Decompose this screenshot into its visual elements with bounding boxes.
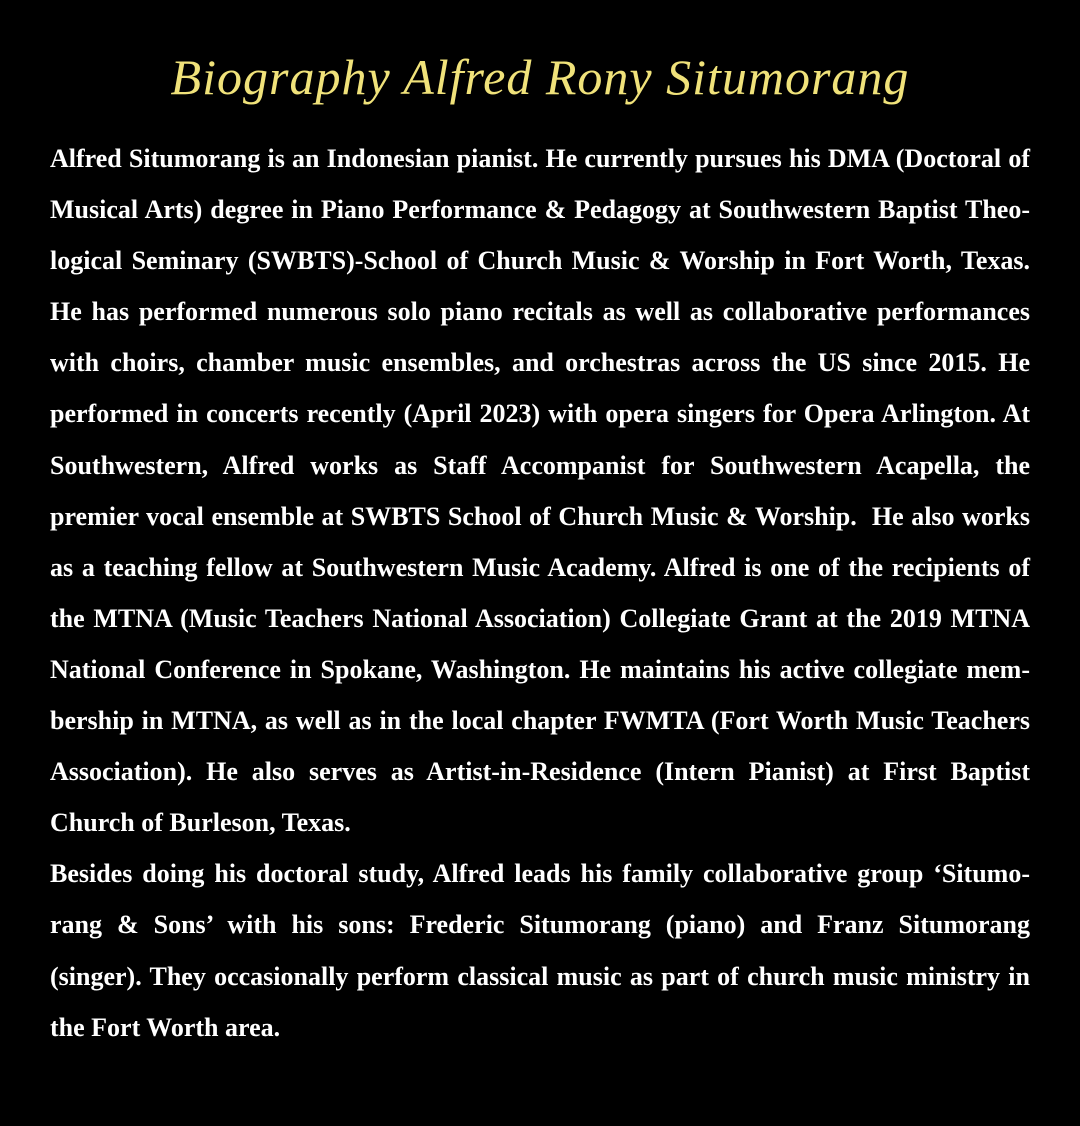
bio-line: (singer). They occasionally perform classical music as part of church music ministry in [50,961,1030,991]
bio-line: Besides doing his doctoral study, Alfred leads his family collaborative group ‘Situmo- [50,859,1030,889]
bio-line: logical Seminary (SWBTS)-School of Church Music & Worship in Fort Worth, Texas. [50,246,1030,276]
bio-line: Association). He also serves as Artist-in-Residence (Intern Pianist) at First Baptist [50,757,1030,787]
bio-line: the Fort Worth area. [50,1012,281,1042]
biography-text [50,133,1030,1053]
bio-line: performed in concerts recently (April 2023) with opera singers for Opera Arlington. At [50,399,1030,429]
bio-line: National Conference in Spokane, Washington. He maintains his active collegiate mem- [50,654,1030,684]
bio-line: Southwestern, Alfred works as Staff Accompanist for Southwestern Acapella, the [50,450,1030,480]
biography-card [0,46,1080,1126]
paragraph [50,133,1030,286]
bio-line: the MTNA (Music Teachers National Association) Collegiate Grant at the 2019 MTNA [50,603,1030,633]
bio-line: with choirs, chamber music ensembles, and orchestras across the US since 2015. He [50,348,1030,378]
bio-line: Alfred Situmorang is an Indonesian pianist. He currently pursues his DMA (Doctoral of [50,144,1030,173]
bio-line: Musical Arts) degree in Piano Performance & Pedagogy at Southwestern Baptist Theo- [50,195,1030,225]
paragraph [50,286,1030,848]
bio-line: rang & Sons’ with his sons: Frederic Situmorang (piano) and Franz Situmorang [50,910,1030,940]
page-title: Biography Alfred Rony Situmorang [170,49,910,105]
bio-line: premier vocal ensemble at SWBTS School of Church Music & Worship. He also works [50,501,1030,531]
bio-line: Church of Burleson, Texas. [50,808,351,838]
paragraph [50,848,1030,1052]
bio-line: He has performed numerous solo piano recitals as well as collaborative performances [50,297,1030,327]
bio-line: bership in MTNA, as well as in the local chapter FWMTA (Fort Worth Music Teachers [50,706,1030,736]
bio-line: as a teaching fellow at Southwestern Music Academy. Alfred is one of the recipients of [50,552,1030,582]
